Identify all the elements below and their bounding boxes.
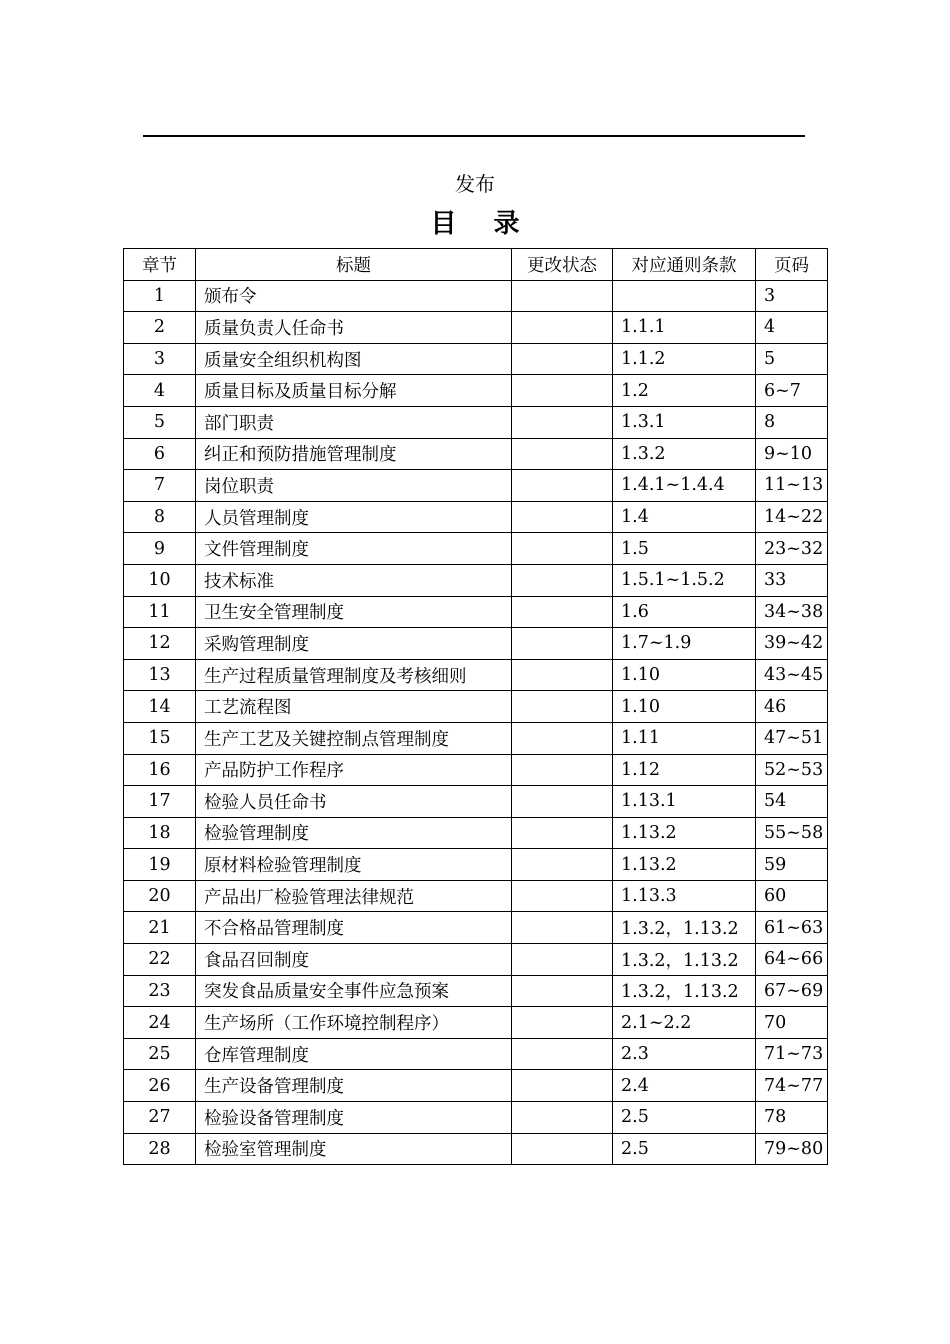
status-cell xyxy=(512,375,613,407)
toc-header-row xyxy=(124,249,828,281)
pages-cell: 74~77 xyxy=(756,1070,828,1102)
title-cell: 检验管理制度 xyxy=(196,817,512,849)
pages-cell: 5 xyxy=(756,343,828,375)
title-cell: 原材料检验管理制度 xyxy=(196,849,512,881)
clause-cell: 1.3.2，1.13.2 xyxy=(613,944,756,976)
pages-cell: 59 xyxy=(756,849,828,881)
title-cell: 质量目标及质量目标分解 xyxy=(196,375,512,407)
status-cell xyxy=(512,280,613,312)
table-row xyxy=(124,912,828,944)
title-cell: 文件管理制度 xyxy=(196,533,512,565)
table-row xyxy=(124,849,828,881)
column-header-status: 更改状态 xyxy=(512,249,613,281)
chapter-cell: 28 xyxy=(124,1133,196,1165)
status-cell xyxy=(512,1102,613,1134)
chapter-cell: 15 xyxy=(124,722,196,754)
status-cell xyxy=(512,691,613,723)
chapter-cell: 19 xyxy=(124,849,196,881)
chapter-cell: 24 xyxy=(124,1007,196,1039)
clause-cell: 1.7~1.9 xyxy=(613,628,756,660)
table-row xyxy=(124,533,828,565)
table-row xyxy=(124,470,828,502)
chapter-cell: 7 xyxy=(124,470,196,502)
clause-cell: 2.5 xyxy=(613,1133,756,1165)
pages-cell: 8 xyxy=(756,406,828,438)
clause-cell: 1.6 xyxy=(613,596,756,628)
table-row xyxy=(124,375,828,407)
pages-cell: 11~13 xyxy=(756,470,828,502)
title-cell: 采购管理制度 xyxy=(196,628,512,660)
status-cell xyxy=(512,880,613,912)
clause-cell: 2.5 xyxy=(613,1102,756,1134)
clause-cell: 1.2 xyxy=(613,375,756,407)
title-cell: 颁布令 xyxy=(196,280,512,312)
pages-cell: 67~69 xyxy=(756,975,828,1007)
chapter-cell: 23 xyxy=(124,975,196,1007)
clause-cell xyxy=(613,280,756,312)
header-rule xyxy=(143,135,805,137)
pages-cell: 43~45 xyxy=(756,659,828,691)
clause-cell: 2.1~2.2 xyxy=(613,1007,756,1039)
chapter-cell: 5 xyxy=(124,406,196,438)
pages-cell: 79~80 xyxy=(756,1133,828,1165)
table-row xyxy=(124,501,828,533)
pages-cell: 54 xyxy=(756,786,828,818)
pages-cell: 60 xyxy=(756,880,828,912)
status-cell xyxy=(512,438,613,470)
clause-cell: 1.1.1 xyxy=(613,312,756,344)
chapter-cell: 2 xyxy=(124,312,196,344)
status-cell xyxy=(512,1038,613,1070)
clause-cell: 2.4 xyxy=(613,1070,756,1102)
table-row xyxy=(124,312,828,344)
pages-cell: 46 xyxy=(756,691,828,723)
table-row xyxy=(124,691,828,723)
toc-title: 目 录 xyxy=(430,209,534,239)
clause-cell: 2.3 xyxy=(613,1038,756,1070)
title-cell: 检验人员任命书 xyxy=(196,786,512,818)
status-cell xyxy=(512,501,613,533)
title-cell: 生产过程质量管理制度及考核细则 xyxy=(196,659,512,691)
pages-cell: 47~51 xyxy=(756,722,828,754)
clause-cell: 1.12 xyxy=(613,754,756,786)
status-cell xyxy=(512,564,613,596)
table-row xyxy=(124,1070,828,1102)
chapter-cell: 8 xyxy=(124,501,196,533)
status-cell xyxy=(512,817,613,849)
pages-cell: 39~42 xyxy=(756,628,828,660)
status-cell xyxy=(512,722,613,754)
pages-cell: 3 xyxy=(756,280,828,312)
status-cell xyxy=(512,628,613,660)
title-cell: 食品召回制度 xyxy=(196,944,512,976)
chapter-cell: 16 xyxy=(124,754,196,786)
status-cell xyxy=(512,786,613,818)
chapter-cell: 25 xyxy=(124,1038,196,1070)
column-header-chapter: 章节 xyxy=(124,249,196,281)
status-cell xyxy=(512,533,613,565)
chapter-cell: 26 xyxy=(124,1070,196,1102)
table-row xyxy=(124,754,828,786)
clause-cell: 1.5.1~1.5.2 xyxy=(613,564,756,596)
status-cell xyxy=(512,659,613,691)
table-row xyxy=(124,1038,828,1070)
status-cell xyxy=(512,470,613,502)
clause-cell: 1.5 xyxy=(613,533,756,565)
table-row xyxy=(124,817,828,849)
title-cell: 检验设备管理制度 xyxy=(196,1102,512,1134)
table-row xyxy=(124,406,828,438)
title-cell: 检验室管理制度 xyxy=(196,1133,512,1165)
table-row xyxy=(124,1007,828,1039)
column-header-pages: 页码 xyxy=(756,249,828,281)
chapter-cell: 11 xyxy=(124,596,196,628)
chapter-cell: 3 xyxy=(124,343,196,375)
clause-cell: 1.13.1 xyxy=(613,786,756,818)
table-row xyxy=(124,438,828,470)
chapter-cell: 22 xyxy=(124,944,196,976)
title-cell: 卫生安全管理制度 xyxy=(196,596,512,628)
table-row xyxy=(124,628,828,660)
pages-cell: 6~7 xyxy=(756,375,828,407)
clause-cell: 1.3.2，1.13.2 xyxy=(613,975,756,1007)
pages-cell: 34~38 xyxy=(756,596,828,628)
title-cell: 不合格品管理制度 xyxy=(196,912,512,944)
table-row xyxy=(124,722,828,754)
chapter-cell: 10 xyxy=(124,564,196,596)
chapter-cell: 12 xyxy=(124,628,196,660)
title-cell: 纠正和预防措施管理制度 xyxy=(196,438,512,470)
pages-cell: 52~53 xyxy=(756,754,828,786)
title-cell: 产品防护工作程序 xyxy=(196,754,512,786)
chapter-cell: 4 xyxy=(124,375,196,407)
chapter-cell: 21 xyxy=(124,912,196,944)
chapter-cell: 1 xyxy=(124,280,196,312)
clause-cell: 1.4.1~1.4.4 xyxy=(613,470,756,502)
clause-cell: 1.10 xyxy=(613,691,756,723)
table-row xyxy=(124,564,828,596)
title-cell: 部门职责 xyxy=(196,406,512,438)
chapter-cell: 9 xyxy=(124,533,196,565)
status-cell xyxy=(512,754,613,786)
pages-cell: 78 xyxy=(756,1102,828,1134)
title-cell: 质量负责人任命书 xyxy=(196,312,512,344)
table-row xyxy=(124,659,828,691)
title-cell: 生产工艺及关键控制点管理制度 xyxy=(196,722,512,754)
column-header-clause: 对应通则条款 xyxy=(613,249,756,281)
pages-cell: 9~10 xyxy=(756,438,828,470)
clause-cell: 1.3.2，1.13.2 xyxy=(613,912,756,944)
status-cell xyxy=(512,975,613,1007)
clause-cell: 1.4 xyxy=(613,501,756,533)
chapter-cell: 27 xyxy=(124,1102,196,1134)
toc-body xyxy=(124,280,828,1165)
table-row xyxy=(124,880,828,912)
pages-cell: 61~63 xyxy=(756,912,828,944)
toc-table xyxy=(123,248,828,1165)
table-row xyxy=(124,1133,828,1165)
chapter-cell: 13 xyxy=(124,659,196,691)
table-row xyxy=(124,786,828,818)
clause-cell: 1.13.3 xyxy=(613,880,756,912)
column-header-title: 标题 xyxy=(196,249,512,281)
status-cell xyxy=(512,944,613,976)
title-cell: 人员管理制度 xyxy=(196,501,512,533)
status-cell xyxy=(512,1070,613,1102)
title-cell: 仓库管理制度 xyxy=(196,1038,512,1070)
status-cell xyxy=(512,312,613,344)
clause-cell: 1.13.2 xyxy=(613,817,756,849)
status-cell xyxy=(512,1007,613,1039)
chapter-cell: 20 xyxy=(124,880,196,912)
pages-cell: 71~73 xyxy=(756,1038,828,1070)
clause-cell: 1.3.1 xyxy=(613,406,756,438)
issue-label: 发布 xyxy=(455,172,495,196)
status-cell xyxy=(512,1133,613,1165)
pages-cell: 70 xyxy=(756,1007,828,1039)
title-cell: 工艺流程图 xyxy=(196,691,512,723)
clause-cell: 1.13.2 xyxy=(613,849,756,881)
status-cell xyxy=(512,343,613,375)
clause-cell: 1.3.2 xyxy=(613,438,756,470)
clause-cell: 1.11 xyxy=(613,722,756,754)
title-cell: 生产场所（工作环境控制程序） xyxy=(196,1007,512,1039)
chapter-cell: 18 xyxy=(124,817,196,849)
pages-cell: 55~58 xyxy=(756,817,828,849)
table-row xyxy=(124,944,828,976)
title-cell: 质量安全组织机构图 xyxy=(196,343,512,375)
chapter-cell: 6 xyxy=(124,438,196,470)
pages-cell: 23~32 xyxy=(756,533,828,565)
pages-cell: 14~22 xyxy=(756,501,828,533)
table-row xyxy=(124,596,828,628)
status-cell xyxy=(512,596,613,628)
pages-cell: 64~66 xyxy=(756,944,828,976)
status-cell xyxy=(512,912,613,944)
pages-cell: 33 xyxy=(756,564,828,596)
table-row xyxy=(124,343,828,375)
chapter-cell: 14 xyxy=(124,691,196,723)
title-cell: 岗位职责 xyxy=(196,470,512,502)
table-row xyxy=(124,1102,828,1134)
status-cell xyxy=(512,406,613,438)
title-cell: 技术标准 xyxy=(196,564,512,596)
clause-cell: 1.1.2 xyxy=(613,343,756,375)
title-cell: 生产设备管理制度 xyxy=(196,1070,512,1102)
clause-cell: 1.10 xyxy=(613,659,756,691)
title-cell: 产品出厂检验管理法律规范 xyxy=(196,880,512,912)
chapter-cell: 17 xyxy=(124,786,196,818)
title-cell: 突发食品质量安全事件应急预案 xyxy=(196,975,512,1007)
table-row xyxy=(124,280,828,312)
table-row xyxy=(124,975,828,1007)
pages-cell: 4 xyxy=(756,312,828,344)
status-cell xyxy=(512,849,613,881)
